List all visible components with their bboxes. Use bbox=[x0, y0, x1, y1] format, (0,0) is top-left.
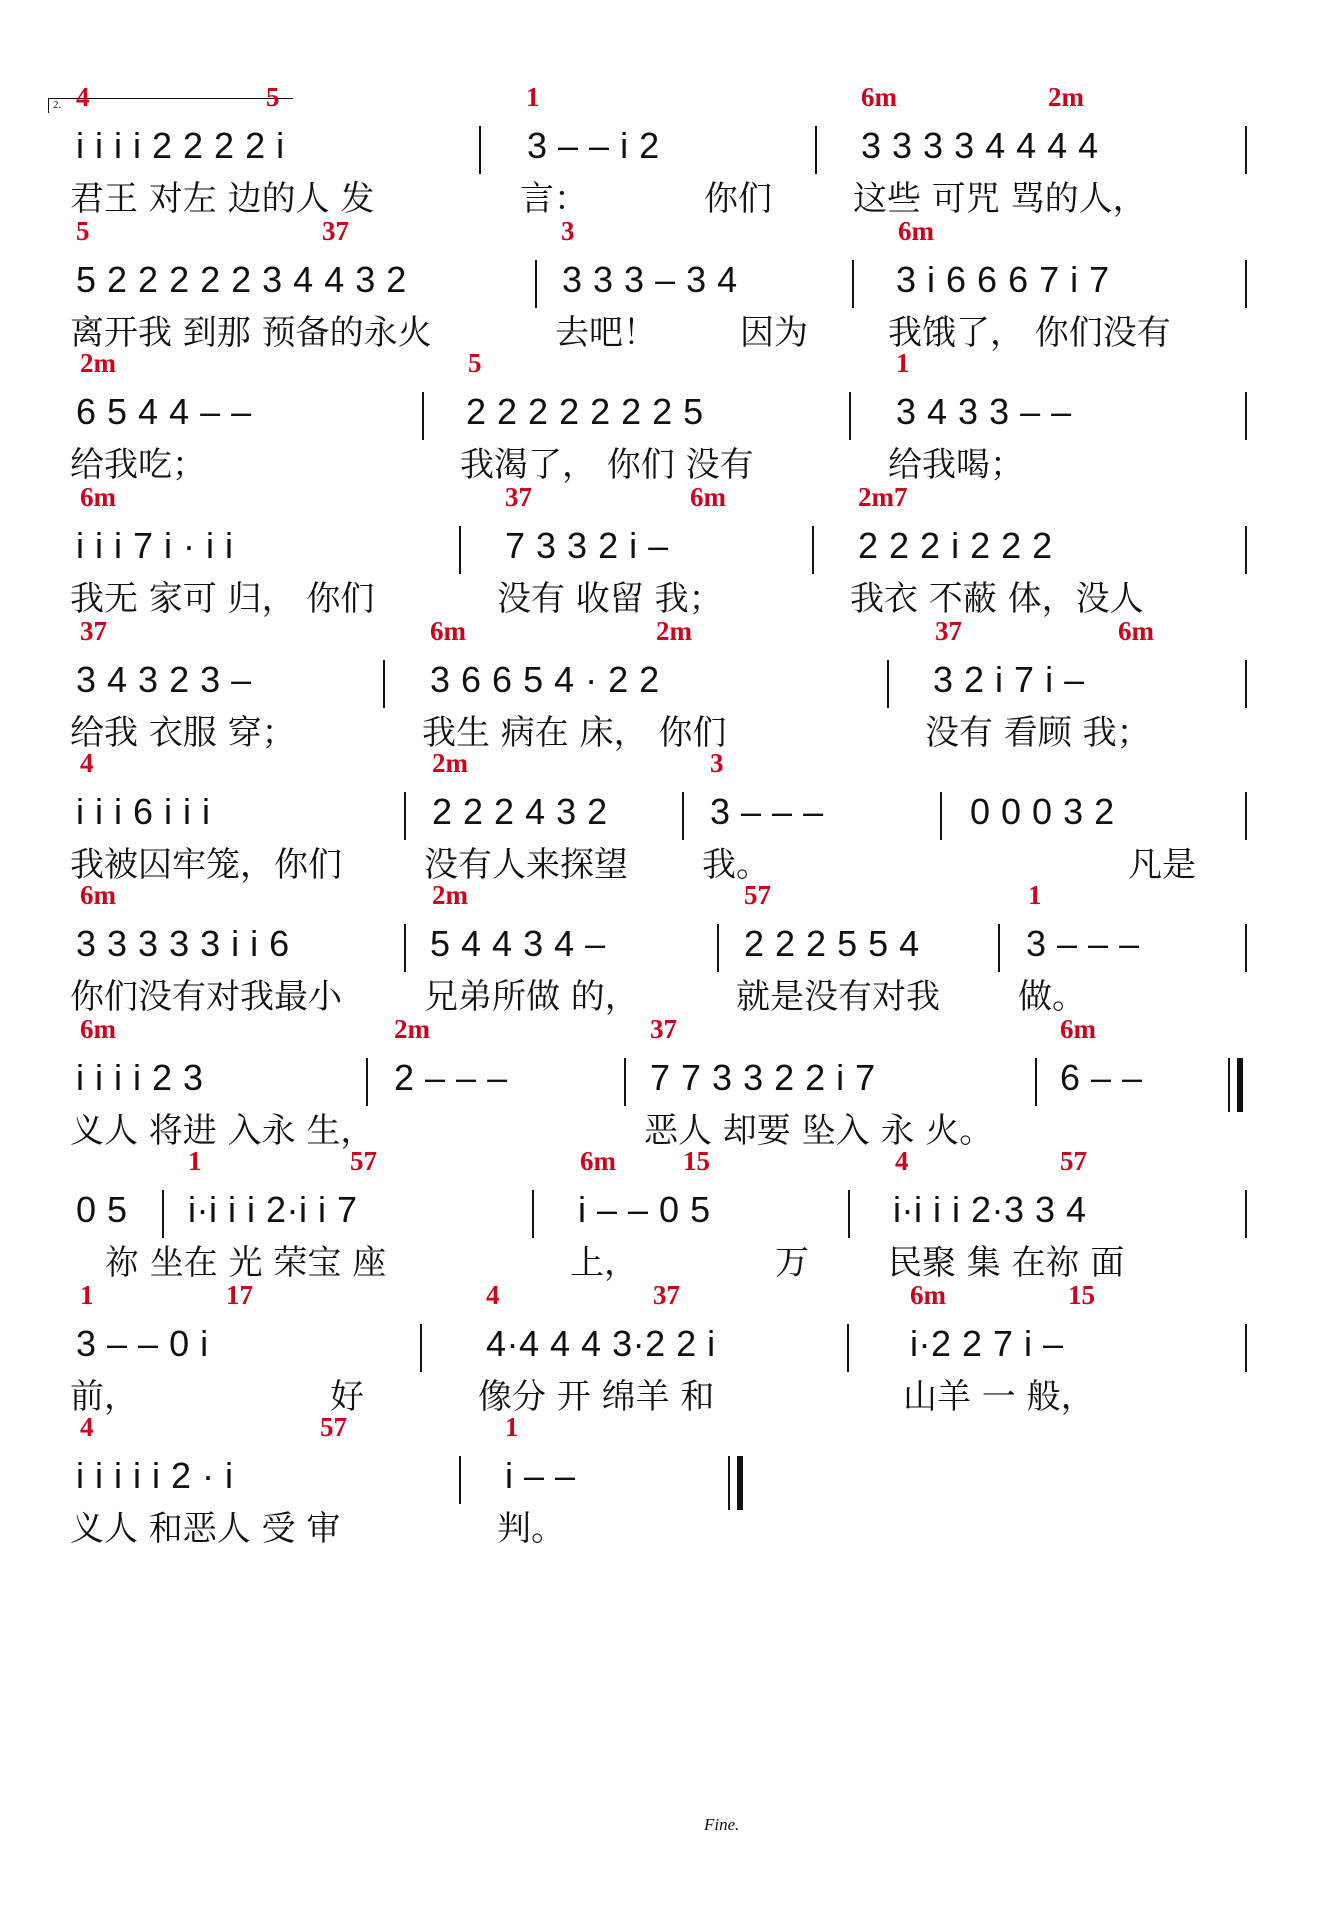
lyric-segment: 判。 bbox=[497, 1509, 565, 1549]
barline bbox=[848, 1190, 850, 1238]
chord-symbol: 5 bbox=[76, 216, 90, 246]
lyric-segment: 上， bbox=[570, 1243, 638, 1283]
lyric-segment: 没有人来探望 bbox=[424, 845, 628, 885]
barline bbox=[404, 924, 406, 972]
barline bbox=[682, 792, 684, 840]
notation-segment: 3 – – i 2 bbox=[527, 125, 660, 166]
lyric-segment: 给我 衣服 穿； bbox=[70, 713, 296, 753]
barline bbox=[624, 1058, 626, 1106]
barline bbox=[535, 260, 537, 308]
lyric-segment: 君王 对左 边的人 发 bbox=[70, 179, 375, 219]
barline bbox=[1245, 660, 1247, 708]
chord-symbol: 1 bbox=[896, 348, 910, 378]
chord-symbol: 4 bbox=[895, 1146, 909, 1176]
lyric-segment: 这些 可咒 骂的人， bbox=[853, 179, 1147, 219]
barline bbox=[1245, 526, 1247, 574]
lyric-segment: 义人 将进 入永 生， bbox=[70, 1111, 375, 1151]
chord-symbol: 6m bbox=[80, 1014, 116, 1044]
barline bbox=[420, 1324, 422, 1372]
barline bbox=[383, 660, 385, 708]
notation-segment: 2 2 2 4 3 2 bbox=[432, 791, 608, 832]
lyric-segment: 做。 bbox=[1018, 977, 1086, 1017]
barline bbox=[815, 126, 817, 174]
chord-symbol: 1 bbox=[80, 1280, 94, 1310]
chord-symbol: 4 bbox=[76, 82, 90, 112]
barline bbox=[1245, 260, 1247, 308]
barline bbox=[1245, 126, 1247, 174]
chord-symbol: 2m bbox=[656, 616, 692, 646]
chord-symbol: 37 bbox=[653, 1280, 680, 1310]
notation-segment: 3 4 3 2 3 – bbox=[76, 659, 252, 700]
notation-segment: 3 – – 0 i bbox=[76, 1323, 209, 1364]
barline bbox=[1245, 924, 1247, 972]
chord-symbol: 3 bbox=[561, 216, 575, 246]
lyric-segment: 没有 收留 我； bbox=[497, 579, 723, 619]
notation-segment: 3 6 6 5 4 · 2 2 bbox=[430, 659, 660, 700]
chord-symbol: 1 bbox=[188, 1146, 202, 1176]
lyric-segment: 像分 开 绵羊 和 bbox=[478, 1377, 715, 1417]
lyric-segment: 没有 看顾 我； bbox=[925, 713, 1151, 753]
barline bbox=[479, 126, 481, 174]
barline bbox=[849, 392, 851, 440]
chord-symbol: 37 bbox=[935, 616, 962, 646]
barline bbox=[940, 792, 942, 840]
barline bbox=[459, 526, 461, 574]
lyric-segment: 万 bbox=[775, 1243, 809, 1283]
notation-segment: 4·4 4 4 3·2 2 i bbox=[486, 1323, 716, 1364]
lyric-segment: 我生 病在 床， 你们 bbox=[422, 713, 727, 753]
chord-symbol: 37 bbox=[322, 216, 349, 246]
chord-symbol: 1 bbox=[505, 1412, 519, 1442]
lyric-segment: 山羊 一 般， bbox=[903, 1377, 1095, 1417]
barline bbox=[847, 1324, 849, 1372]
lyric-segment: 我饿了， 你们没有 bbox=[888, 313, 1171, 353]
chord-symbol: 15 bbox=[1068, 1280, 1095, 1310]
lyric-segment: 前， bbox=[70, 1377, 138, 1417]
chord-symbol: 1 bbox=[1028, 880, 1042, 910]
barline bbox=[1035, 1058, 1037, 1106]
lyric-segment: 凡是 bbox=[1128, 845, 1196, 885]
lyric-segment: 我渴了， 你们 没有 bbox=[460, 445, 754, 485]
notation-segment: 2 2 2 5 5 4 bbox=[744, 923, 920, 964]
chord-symbol: 4 bbox=[80, 1412, 94, 1442]
chord-symbol: 37 bbox=[505, 482, 532, 512]
chord-symbol: 37 bbox=[80, 616, 107, 646]
barline bbox=[887, 660, 889, 708]
chord-symbol: 6m bbox=[80, 880, 116, 910]
lyric-segment: 恶人 却要 坠入 永 火。 bbox=[644, 1111, 994, 1151]
chord-symbol: 15 bbox=[683, 1146, 710, 1176]
barline bbox=[404, 792, 406, 840]
chord-symbol: 6m bbox=[898, 216, 934, 246]
fine-mark: Fine. bbox=[704, 1815, 740, 1834]
notation-segment: 2 – – – bbox=[394, 1057, 508, 1098]
notation-segment: i i i i 2 3 bbox=[76, 1057, 204, 1098]
barline bbox=[1245, 792, 1247, 840]
notation-segment: 3 4 3 3 – – bbox=[896, 391, 1072, 432]
lyric-segment: 兄弟所做 的， bbox=[424, 977, 639, 1017]
lyric-segment: 你们没有对我最小 bbox=[70, 977, 342, 1017]
chord-symbol: 6m bbox=[690, 482, 726, 512]
chord-symbol: 3 bbox=[710, 748, 724, 778]
notation-segment: 2 2 2 2 2 2 2 5 bbox=[466, 391, 704, 432]
chord-symbol: 17 bbox=[226, 1280, 253, 1310]
lyric-segment: 你们 bbox=[704, 179, 772, 219]
notation-segment: 3 – – – bbox=[710, 791, 824, 832]
lyric-segment: 离开我 到那 预备的永火 bbox=[70, 313, 432, 353]
notation-segment: 0 5 bbox=[76, 1189, 128, 1230]
final-barline bbox=[1228, 1058, 1230, 1112]
lyric-segment: 民聚 集 在祢 面 bbox=[888, 1243, 1125, 1283]
chord-symbol: 57 bbox=[320, 1412, 347, 1442]
chord-symbol: 6m bbox=[1118, 616, 1154, 646]
notation-segment: 3 3 3 3 4 4 4 4 bbox=[861, 125, 1099, 166]
lyric-segment: 我无 家可 归， 你们 bbox=[70, 579, 375, 619]
lyric-segment: 因为 bbox=[740, 313, 808, 353]
notation-segment: 3 – – – bbox=[1026, 923, 1140, 964]
chord-symbol: 5 bbox=[468, 348, 482, 378]
lyric-segment: 义人 和恶人 受 审 bbox=[70, 1509, 341, 1549]
barline bbox=[532, 1190, 534, 1238]
notation-segment: 5 4 4 3 4 – bbox=[430, 923, 606, 964]
chord-symbol: 2m7 bbox=[858, 482, 908, 512]
chord-symbol: 37 bbox=[650, 1014, 677, 1044]
lyric-segment: 我。 bbox=[702, 845, 770, 885]
notation-segment: 5 2 2 2 2 2 3 4 4 3 2 bbox=[76, 259, 407, 300]
barline bbox=[162, 1190, 164, 1238]
volta-label: 2. bbox=[53, 99, 62, 111]
score-row bbox=[0, 1412, 1318, 1572]
notation-segment: i·i i i 2·3 3 4 bbox=[893, 1189, 1087, 1230]
notation-segment: i i i 7 i · i i bbox=[76, 525, 234, 566]
barline bbox=[1245, 392, 1247, 440]
notation-segment: 3 3 3 3 3 i i 6 bbox=[76, 923, 290, 964]
notation-segment: 0 0 0 3 2 bbox=[970, 791, 1115, 832]
chord-symbol: 57 bbox=[1060, 1146, 1087, 1176]
chord-symbol: 6m bbox=[861, 82, 897, 112]
lyric-segment: 我衣 不蔽 体，没人 bbox=[850, 579, 1144, 619]
chord-symbol: 6m bbox=[430, 616, 466, 646]
notation-segment: i i i i i 2 · i bbox=[76, 1455, 234, 1496]
barline bbox=[1245, 1190, 1247, 1238]
chord-symbol: 2m bbox=[432, 748, 468, 778]
barline bbox=[366, 1058, 368, 1106]
final-barline bbox=[728, 1456, 730, 1510]
lyric-segment: 言： bbox=[520, 179, 588, 219]
chord-symbol: 6m bbox=[80, 482, 116, 512]
chord-symbol: 57 bbox=[350, 1146, 377, 1176]
chord-symbol: 4 bbox=[486, 1280, 500, 1310]
notation-segment: 6 – – bbox=[1060, 1057, 1143, 1098]
lyric-segment: 给我吃； bbox=[70, 445, 206, 485]
chord-symbol: 5 bbox=[266, 82, 280, 112]
barline bbox=[717, 924, 719, 972]
lyric-segment: 祢 坐在 光 荣宝 座 bbox=[105, 1243, 387, 1283]
chord-symbol: 6m bbox=[910, 1280, 946, 1310]
chord-symbol: 1 bbox=[526, 82, 540, 112]
notation-segment: 3 i 6 6 6 7 i 7 bbox=[896, 259, 1110, 300]
chord-symbol: 2m bbox=[432, 880, 468, 910]
notation-segment: 3 2 i 7 i – bbox=[933, 659, 1085, 700]
notation-segment: 6 5 4 4 – – bbox=[76, 391, 252, 432]
lyric-segment: 就是没有对我 bbox=[736, 977, 940, 1017]
notation-segment: i·i i i 2·i i 7 bbox=[188, 1189, 358, 1230]
barline bbox=[852, 260, 854, 308]
barline bbox=[998, 924, 1000, 972]
barline bbox=[422, 392, 424, 440]
notation-segment: i – – bbox=[505, 1455, 576, 1496]
notation-segment: i i i 6 i i i bbox=[76, 791, 211, 832]
barline bbox=[812, 526, 814, 574]
lyric-segment: 好 bbox=[330, 1377, 364, 1417]
barline bbox=[459, 1456, 461, 1504]
lyric-segment: 给我喝； bbox=[888, 445, 1024, 485]
notation-segment: i – – 0 5 bbox=[578, 1189, 711, 1230]
barline bbox=[1245, 1324, 1247, 1372]
notation-segment: 7 7 3 3 2 2 i 7 bbox=[650, 1057, 876, 1098]
chord-symbol: 57 bbox=[744, 880, 771, 910]
notation-segment: 3 3 3 – 3 4 bbox=[562, 259, 738, 300]
chord-symbol: 6m bbox=[580, 1146, 616, 1176]
notation-segment: i i i i 2 2 2 2 i bbox=[76, 125, 285, 166]
notation-segment: 2 2 2 i 2 2 2 bbox=[858, 525, 1053, 566]
notation-segment: 7 3 3 2 i – bbox=[505, 525, 669, 566]
chord-symbol: 6m bbox=[1060, 1014, 1096, 1044]
chord-symbol: 2m bbox=[394, 1014, 430, 1044]
chord-symbol: 2m bbox=[80, 348, 116, 378]
chord-symbol: 2m bbox=[1048, 82, 1084, 112]
lyric-segment: 我被囚牢笼，你们 bbox=[70, 845, 342, 885]
notation-segment: i·2 2 7 i – bbox=[910, 1323, 1064, 1364]
lyric-segment: 去吧！ bbox=[555, 313, 657, 353]
chord-symbol: 4 bbox=[80, 748, 94, 778]
